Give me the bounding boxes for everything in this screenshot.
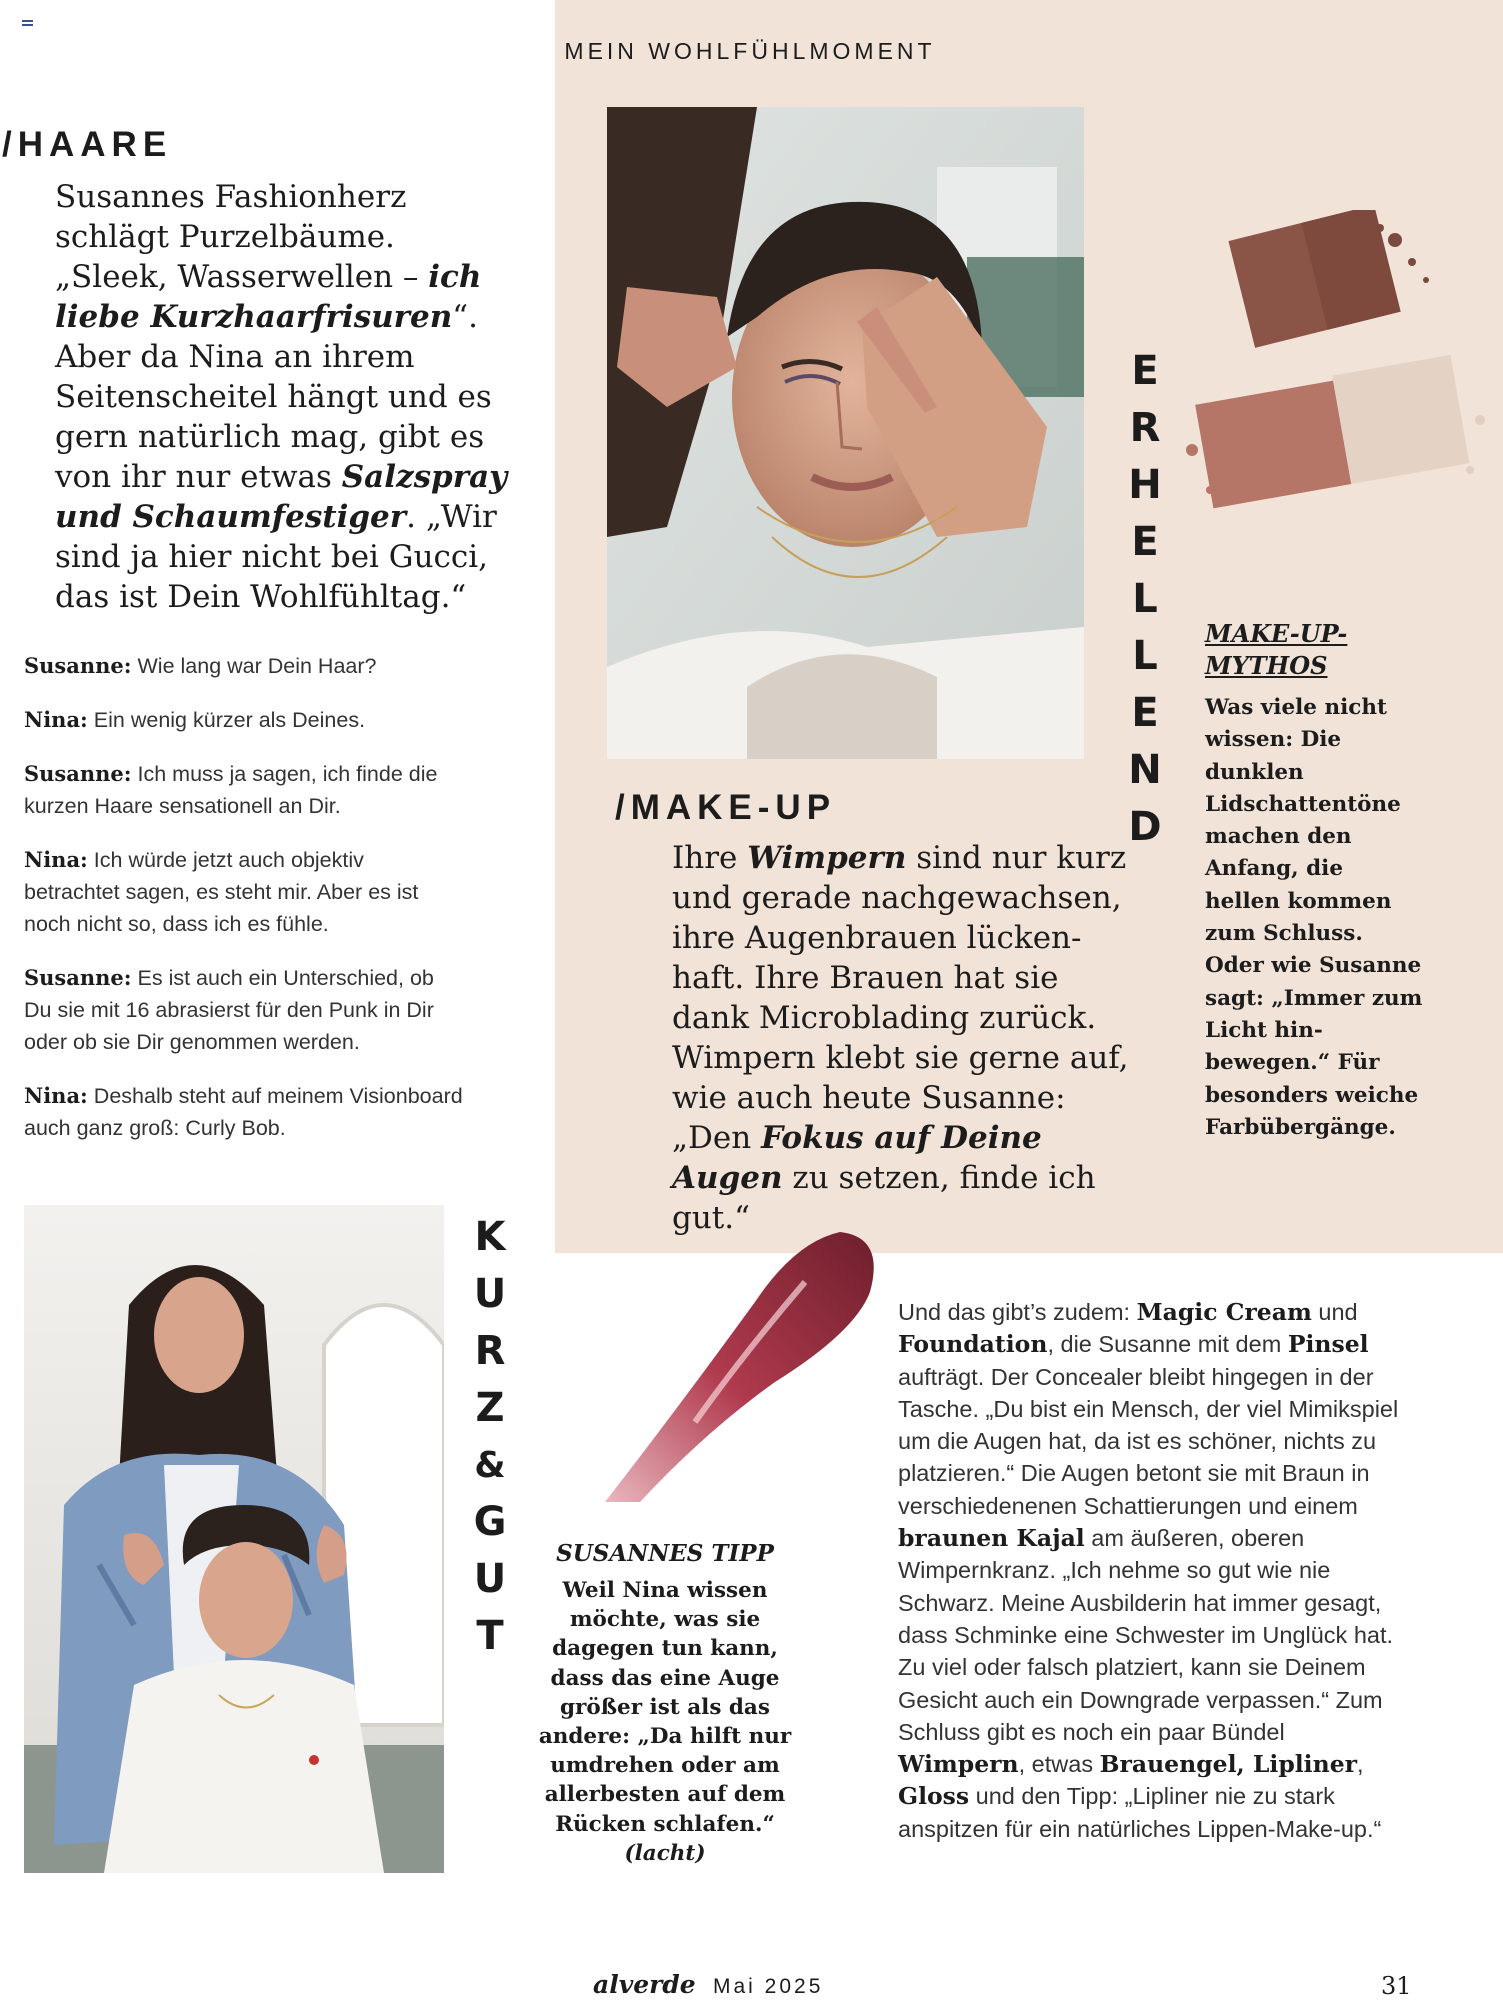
vertical-word-kurz-und-gut xyxy=(468,1209,512,1665)
eyeshadow-swatch-image xyxy=(1180,210,1498,540)
vertical-letter: L xyxy=(1132,576,1158,622)
hairdresser-photo xyxy=(24,1205,444,1873)
haare-lead-text: Susannes Fashionherz schlägt Purzelbäume. „Sleek, Wasserwellen – ich liebe Kurzhaarfrisuren“. Aber da Nina an ihrem Seitenscheitel hängt und es gern natürlich mag, gibt es von ihr nur etwas Salzspray und Schaumfestiger. „Wir sind ja hier nicht bei Gucci, das ist Dein Wohlfühltag.“ xyxy=(55,179,508,615)
extra-body-text: Und das gibt’s zudem: Magic Cream und Foundation, die Susanne mit dem Pinsel aufträgt. Der Concealer bleibt hingegen in der Tasche. „Du bist ein Mensch, der viel Mimikspiel um die Augen hat, da ist es schöner, nichts zu platzieren.“ Die Augen betont sie mit Braun in verschiedenenen Schattierungen und einem braunen Kajal am äußeren, oberen Wimpernkranz. „Ich nehme so gut wie nie Schwarz. Meine Ausbilderin hat immer gesagt, dass Schminke eine Schwester im Unglück hat. Zu viel oder falsch platziert, kann sie Deinem Gesicht auch ein Downgrade verpassen.“ Zum Schluss gibt es noch ein paar Bündel Wimpern, etwas Brauengel, Lipliner, Gloss und den Tipp: „Lipliner nie zu stark anspitzen für ein natürliches Lippen-Make-up.“ xyxy=(898,1298,1399,1842)
vertical-letter: U xyxy=(473,1271,507,1317)
vertical-letter: E xyxy=(1131,348,1159,394)
vertical-letter: E xyxy=(1131,519,1159,565)
dialogue-text: Es ist auch ein Unterschied, ob Du sie mit 16 abrasierst für den Punk in Dir oder ob sie Dir genommen werden. xyxy=(24,966,434,1054)
dialogue-line xyxy=(24,1080,464,1144)
mythos-title: MAKE-UP-MYTHOS xyxy=(1205,619,1348,680)
speaker: Susanne: xyxy=(24,653,132,678)
makeup-heading: /MAKE-UP xyxy=(615,788,837,827)
vertical-letter: E xyxy=(1131,690,1159,736)
section-header: MEIN WOHLFÜHLMOMENT xyxy=(564,38,936,64)
makeup-photo xyxy=(607,107,1084,759)
vertical-letter: N xyxy=(1128,747,1162,793)
tipp-note: (lacht) xyxy=(624,1840,706,1866)
vertical-word-erhellend xyxy=(1123,343,1167,856)
vertical-letter: L xyxy=(1132,633,1158,679)
vertical-letter: R xyxy=(1129,405,1161,451)
dialogue-line xyxy=(24,758,464,822)
menu-icon xyxy=(22,20,33,31)
page-number: 31 xyxy=(1381,1972,1412,2000)
tipp-box xyxy=(535,1538,795,1868)
dialogue-text: Ich würde jetzt auch objektiv betrachtet sagen, es steht mir. Aber es ist noch nicht so, dass ich es fühle. xyxy=(24,848,419,936)
speaker: Susanne: xyxy=(24,965,132,990)
speaker: Nina: xyxy=(24,847,88,872)
tipp-title: SUSANNES TIPP xyxy=(556,1540,774,1567)
vertical-letter: Z xyxy=(475,1385,505,1431)
tipp-body: Weil Nina wissen möchte, was sie dagegen tun kann, dass das eine Auge größer ist als das andere: „Da hilft nur umdrehen oder am allerbesten auf dem Rücken schlafen.“ xyxy=(538,1578,792,1837)
speaker: Susanne: xyxy=(24,761,132,786)
lip-gloss-smear-image xyxy=(555,1212,885,1512)
dialogue-line xyxy=(24,650,464,682)
dialogue-text: Deshalb steht auf meinem Visionboard auch ganz groß: Curly Bob. xyxy=(24,1084,463,1140)
dialogue xyxy=(24,650,464,1166)
mythos-box xyxy=(1205,618,1425,1144)
makeup-lead-text: Ihre Wimpern sind nur kurz und gerade nachgewachsen, ihre Augenbrauen lückenhaft. Ihre Brauen hat sie dank Microblading zurück. Wimpern klebt sie gerne auf, wie auch heute Susanne: „Den Fokus auf Deine Augen zu setzen, finde ich gut.“ xyxy=(672,840,1129,1236)
vertical-letter: K xyxy=(474,1214,506,1260)
dialogue-line xyxy=(24,704,464,736)
footer-brand: alverde xyxy=(593,1970,696,1999)
vertical-letter: U xyxy=(473,1556,507,1602)
speaker: Nina: xyxy=(24,707,88,732)
vertical-letter: T xyxy=(476,1613,504,1659)
dialogue-text: Wie lang war Dein Haar? xyxy=(137,654,377,678)
vertical-letter: & xyxy=(474,1445,506,1486)
dialogue-line xyxy=(24,844,464,940)
footer-date: Mai 2025 xyxy=(713,1975,824,1998)
vertical-letter: D xyxy=(1128,804,1162,850)
tipp-text xyxy=(535,1576,795,1868)
dialogue-text: Ein wenig kürzer als Deines. xyxy=(93,708,366,732)
vertical-letter: G xyxy=(473,1499,507,1545)
vertical-letter: H xyxy=(1128,462,1162,508)
dialogue-line xyxy=(24,962,464,1058)
dialogue-text: Ich muss ja sagen, ich finde die kurzen Haare sensationell an Dir. xyxy=(24,762,438,818)
vertical-letter: R xyxy=(474,1328,506,1374)
mythos-text: Was viele nicht wissen: Die dunklen Lidschattentöne machen den Anfang, die hellen kommen zum Schluss. Oder wie Susanne sagt: „Immer zum Licht hinbewegen.“ Für besonders weiche Farbübergänge. xyxy=(1205,695,1423,1140)
haare-heading: /HAARE xyxy=(2,125,173,164)
speaker: Nina: xyxy=(24,1083,88,1108)
